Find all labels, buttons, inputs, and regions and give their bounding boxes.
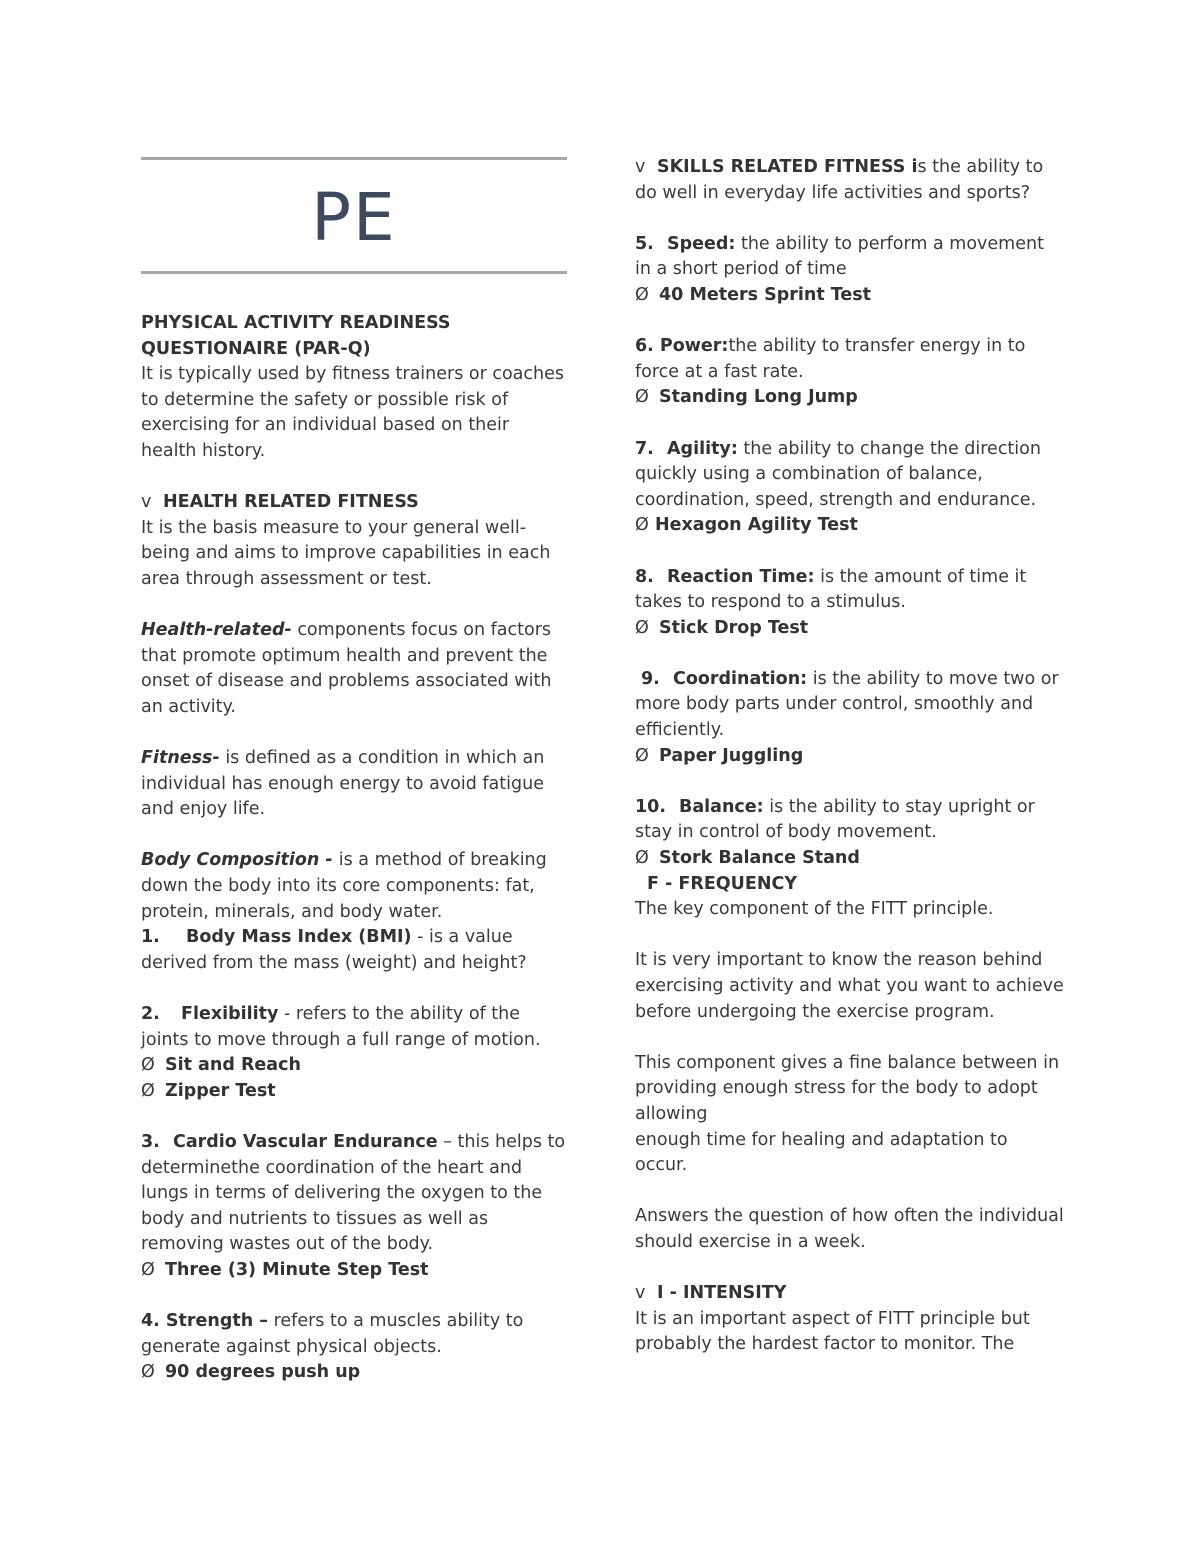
item-4 [141,1309,567,1360]
item-7-test-label: Hexagon Agility Test [655,515,858,536]
arrow-bullet-icon: Ø [635,515,649,536]
frequency-p1: The key component of the FITT principle. [635,899,994,920]
frequency-heading [635,872,1065,898]
intensity-body: It is an important aspect of FITT principle but probably the hardest factor to monitor. The [635,1308,1030,1355]
item-2 [141,1002,567,1053]
body-composition-body: is a method of breaking down the body into its core components: fat, protein, minerals, and body water. [141,850,547,922]
item-8 [635,565,1065,616]
parq-body: It is typically used by fitness trainers or coaches to determine the safety or possible risk of exercising for an individual based on their health history. [141,364,565,461]
skills-heading-text: SKILLS RELATED FITNESS i [657,157,918,177]
item-4-test-label: 90 degrees push up [165,1362,361,1383]
item-8-term: Reaction Time: [667,566,815,587]
item-1-term: Body Mass Index (BMI) [186,927,412,948]
item-3-number: 3. [141,1132,160,1152]
item-3-body: – this helps to determinethe coordination of the heart and lungs in terms of delivering the oxygen to the body and nutrients to tissues as well as removing wastes out of the body. [141,1132,566,1255]
item-2-test-1-label: Sit and Reach [165,1055,301,1076]
item-2-test-2 [141,1079,567,1105]
item-6-test [635,385,1065,411]
item-4-test [141,1360,567,1386]
item-9-test-label: Paper Juggling [659,745,804,766]
item-5 [635,232,1065,283]
fitness-body: is defined as a condition in which an individual has enough energy to avoid fatigue and enjoy life. [141,748,545,820]
item-6-term: 6. Power: [635,336,729,357]
arrow-bullet-icon: Ø [635,745,649,766]
health-body: It is the basis measure to your general well-being and aims to improve capabilities in each area through assessment or test. [141,517,551,589]
item-3 [141,1130,567,1258]
item-7 [635,437,1065,514]
item-6-test-label: Standing Long Jump [659,387,858,408]
item-2-number: 2. [141,1004,160,1025]
item-7-test [635,513,1065,539]
body-composition-def [141,848,567,925]
item-8-test [635,616,1065,642]
frequency-heading-text: F - FREQUENCY [647,873,797,894]
item-9-body: is the ability to move two or more body parts under control, smoothly and efficiently. [635,668,1059,741]
v-bullet-icon: v [635,1283,646,1304]
arrow-bullet-icon: Ø [635,848,649,869]
parq-heading-line2: QUESTIONAIRE (PAR-Q) [141,338,371,359]
body-composition-term: Body Composition - [141,850,339,871]
item-8-test-label: Stick Drop Test [659,617,809,638]
frequency-p2: It is very important to know the reason behind exercising activity and what you want to achieve before undergoing the exercise program. [635,950,1064,1022]
item-10-number: 10. [635,796,667,817]
arrow-bullet-icon: Ø [635,387,649,408]
right-column [635,155,1065,1358]
item-5-term: Speed: [667,233,736,254]
item-2-body: - refers to the ability of the joints to move through a full range of motion. [141,1004,541,1050]
item-4-term: 4. Strength – [141,1311,269,1332]
item-1 [141,925,567,976]
health-related-body: components focus on factors that promote optimum health and prevent the onset of disease and problems associated with an activity. [141,620,552,717]
item-4-body: refers to a muscles ability to generate against physical objects. [141,1311,524,1357]
v-bullet-icon: v [635,157,646,177]
left-column [141,311,567,1386]
frequency-p3b: enough time for healing and adaptation to occur. [635,1129,1008,1176]
item-10-term: Balance: [679,796,764,817]
item-9 [635,667,1065,744]
item-6 [635,334,1065,385]
item-9-number: 9. [641,668,660,689]
item-10-body: is the ability to stay upright or stay in control of body movement. [635,796,1035,843]
health-heading [141,490,567,516]
arrow-bullet-icon: Ø [141,1259,155,1280]
item-2-test-1 [141,1053,567,1079]
item-3-test [141,1258,567,1284]
fitness-def [141,746,567,823]
arrow-bullet-icon: Ø [141,1055,155,1076]
health-related-term: Health-related- [141,620,292,641]
item-1-body: - is a value derived from the mass (weight) and height? [141,927,527,973]
item-8-body: is the amount of time it takes to respond to a stimulus. [635,566,1027,613]
item-8-number: 8. [635,566,654,587]
arrow-bullet-icon: Ø [141,1080,155,1101]
frequency-p3a: This component gives a fine balance between in providing enough stress for the body to adopt allowing [635,1052,1060,1124]
item-3-test-label: Three (3) Minute Step Test [165,1259,429,1280]
page-title: PE [311,179,397,256]
item-7-term: Agility: [667,438,738,459]
parq-heading-line1: PHYSICAL ACTIVITY READINESS [141,313,451,333]
arrow-bullet-icon: Ø [635,617,649,638]
intensity-heading-text: I - INTENSITY [657,1283,787,1304]
frequency-p4: Answers the question of how often the individual should exercise in a week. [635,1206,1064,1252]
item-9-test [635,744,1065,770]
item-3-term: Cardio Vascular Endurance [173,1132,438,1152]
intensity-heading [635,1281,1065,1307]
arrow-bullet-icon: Ø [635,284,649,305]
item-2-term: Flexibility [181,1004,279,1025]
item-7-number: 7. [635,438,654,459]
item-10-test [635,846,1065,872]
item-7-body: the ability to change the direction quickly using a combination of balance, coordination, speed, strength and endurance. [635,438,1041,510]
item-5-test [635,283,1065,309]
arrow-bullet-icon: Ø [141,1362,155,1383]
skills-body: s the ability to do well in everyday life activities and sports? [635,157,1044,203]
skills-heading [635,155,1065,206]
item-9-term: Coordination: [673,668,808,689]
item-5-body: the ability to perform a movement in a short period of time [635,233,1044,280]
health-heading-text: HEALTH RELATED FITNESS [163,492,419,513]
bottom-rule [141,271,567,274]
item-2-test-2-label: Zipper Test [165,1080,276,1101]
parq-heading [141,311,567,362]
item-5-number: 5. [635,233,654,254]
v-bullet-icon: v [141,492,152,513]
item-5-test-label: 40 Meters Sprint Test [659,284,872,305]
item-1-number: 1. [141,927,160,948]
item-6-body: the ability to transfer energy in to force at a fast rate. [635,336,1026,382]
top-rule [141,157,567,160]
fitness-term: Fitness- [141,748,220,769]
item-10 [635,795,1065,846]
item-10-test-label: Stork Balance Stand [659,848,860,869]
health-related-def [141,618,567,720]
